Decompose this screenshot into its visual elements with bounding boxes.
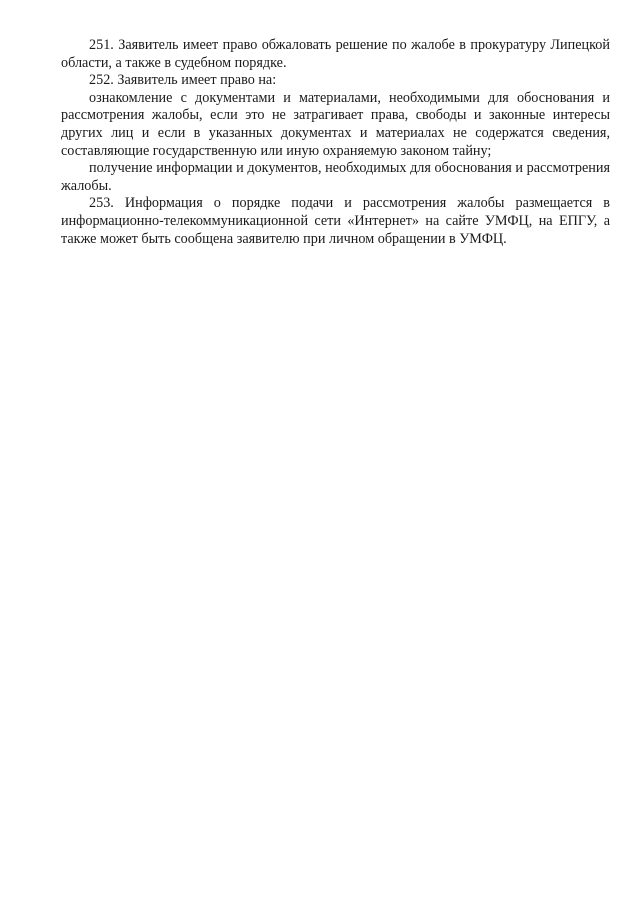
paragraph-252: 252. Заявитель имеет право на:	[89, 72, 277, 89]
paragraph-252-item-2: получение информации и документов, необходимых для обоснования и рассмотрения жалобы.	[61, 160, 610, 194]
paragraph-252-item-1: ознакомление с документами и материалами, необходимыми для обоснования и рассмотрения жалобы, если это не затрагивает права, свободы и законные интересы других лиц и если в указанных документах и материалах не содержатся сведения, составляющие государственную или иную охраняемую законом тайну;	[61, 89, 610, 159]
document-body	[61, 37, 610, 248]
paragraph-253: 253. Информация о порядке подачи и рассмотрения жалобы размещается в информационно-телекоммуникационной сети «Интернет» на сайте УМФЦ, на ЕПГУ, а также может быть сообщена заявителю при личном обращении в УМФЦ.	[61, 195, 610, 247]
paragraph-251: 251. Заявитель имеет право обжаловать решение по жалобе в прокуратуру Липецкой области, а также в судебном порядке.	[61, 37, 610, 71]
